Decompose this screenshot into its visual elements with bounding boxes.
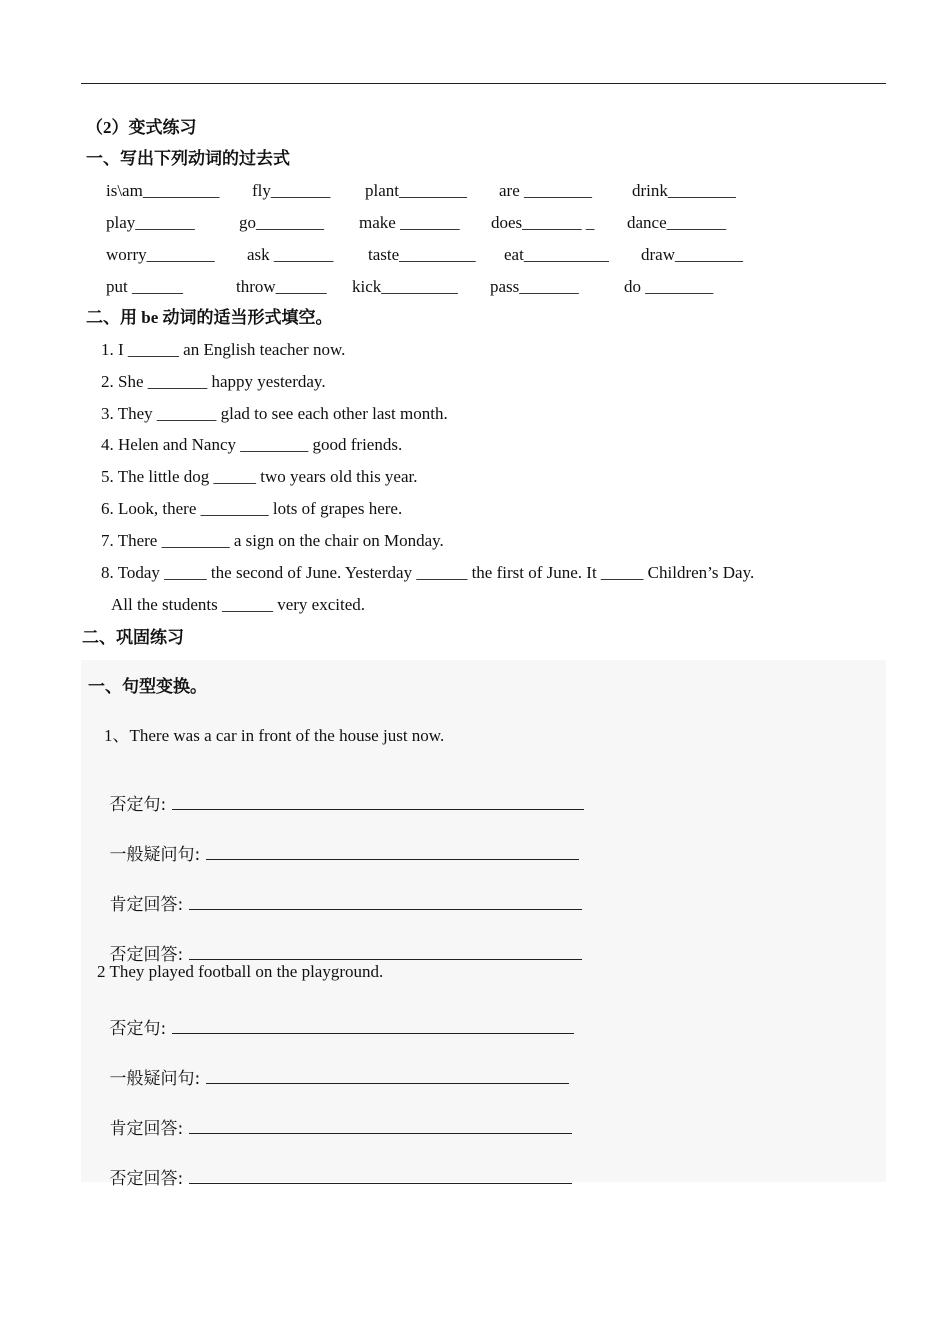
part1-title: 一、写出下列动词的过去式 — [86, 149, 290, 168]
verb-item: plant________ — [365, 181, 467, 200]
header-rule — [81, 83, 886, 84]
negative-label: 否定句: — [109, 795, 167, 815]
verb-item: is\am_________ — [106, 181, 220, 200]
list-item: 4. Helen and Nancy ________ good friends. — [101, 435, 403, 454]
list-item-continuation: All the students ______ very excited. — [111, 595, 366, 614]
q2-no-answer-line[interactable] — [189, 1169, 572, 1184]
q2-question-answer-line[interactable] — [206, 1069, 569, 1084]
verb-item: pass_______ — [490, 277, 579, 296]
q2-question-row — [101, 1049, 569, 1089]
no-answer-label: 否定回答: — [109, 1169, 184, 1189]
q1-question-answer-line[interactable] — [206, 845, 579, 860]
consolidation-title: 二、巩固练习 — [82, 628, 184, 647]
q2-yes-answer-line[interactable] — [189, 1119, 572, 1134]
q2-no-answer-row — [101, 1149, 572, 1189]
verb-item: play_______ — [106, 213, 195, 232]
question-label: 一般疑问句: — [109, 845, 201, 865]
yes-answer-label: 肯定回答: — [109, 1119, 184, 1139]
part2-title: 二、用 be 动词的适当形式填空。 — [86, 308, 333, 327]
q1-negative-row — [101, 775, 584, 815]
verb-item: put ______ — [106, 277, 183, 296]
verb-item: does_______ _ — [491, 213, 595, 232]
q1-negative-answer-line[interactable] — [172, 795, 584, 810]
yes-answer-label: 肯定回答: — [109, 895, 184, 915]
verb-item: fly_______ — [252, 181, 331, 200]
no-answer-label: 否定回答: — [109, 945, 184, 965]
verb-item: do ________ — [624, 277, 714, 296]
verb-item: make _______ — [359, 213, 460, 232]
q1-no-answer-row — [101, 925, 582, 965]
list-item: 7. There ________ a sign on the chair on Monday. — [101, 531, 444, 550]
question-2: 2 They played football on the playground. — [97, 962, 384, 981]
list-item: 3. They _______ glad to see each other last month. — [101, 404, 448, 423]
negative-label: 否定句: — [109, 1019, 167, 1039]
verb-item: go________ — [239, 213, 324, 232]
question-1: 1、There was a car in front of the house just now. — [104, 726, 445, 745]
verb-item: kick_________ — [352, 277, 458, 296]
verb-item: throw______ — [236, 277, 327, 296]
verb-item: are ________ — [499, 181, 593, 200]
transform-title: 一、句型变换。 — [88, 677, 207, 697]
verb-item: taste_________ — [368, 245, 476, 264]
verb-item: worry________ — [106, 245, 215, 264]
q2-negative-answer-line[interactable] — [172, 1019, 574, 1034]
q1-yes-answer-line[interactable] — [189, 895, 582, 910]
verb-item: draw________ — [641, 245, 743, 264]
verb-item: dance_______ — [627, 213, 727, 232]
list-item: 6. Look, there ________ lots of grapes here. — [101, 499, 403, 518]
q1-question-row — [101, 825, 579, 865]
list-item: 2. She _______ happy yesterday. — [101, 372, 326, 391]
verb-item: drink________ — [632, 181, 736, 200]
question-label: 一般疑问句: — [109, 1069, 201, 1089]
q1-yes-answer-row — [101, 875, 582, 915]
verb-item: eat__________ — [504, 245, 609, 264]
variant-practice-title: （2）变式练习 — [86, 118, 197, 137]
q1-no-answer-line[interactable] — [189, 945, 582, 960]
list-item: 8. Today _____ the second of June. Yesterday ______ the first of June. It _____ Children’s Day. — [101, 563, 755, 582]
q2-negative-row — [101, 999, 574, 1039]
verb-item: ask _______ — [247, 245, 334, 264]
list-item: 1. I ______ an English teacher now. — [101, 340, 346, 359]
list-item: 5. The little dog _____ two years old this year. — [101, 467, 418, 486]
q2-yes-answer-row — [101, 1099, 572, 1139]
